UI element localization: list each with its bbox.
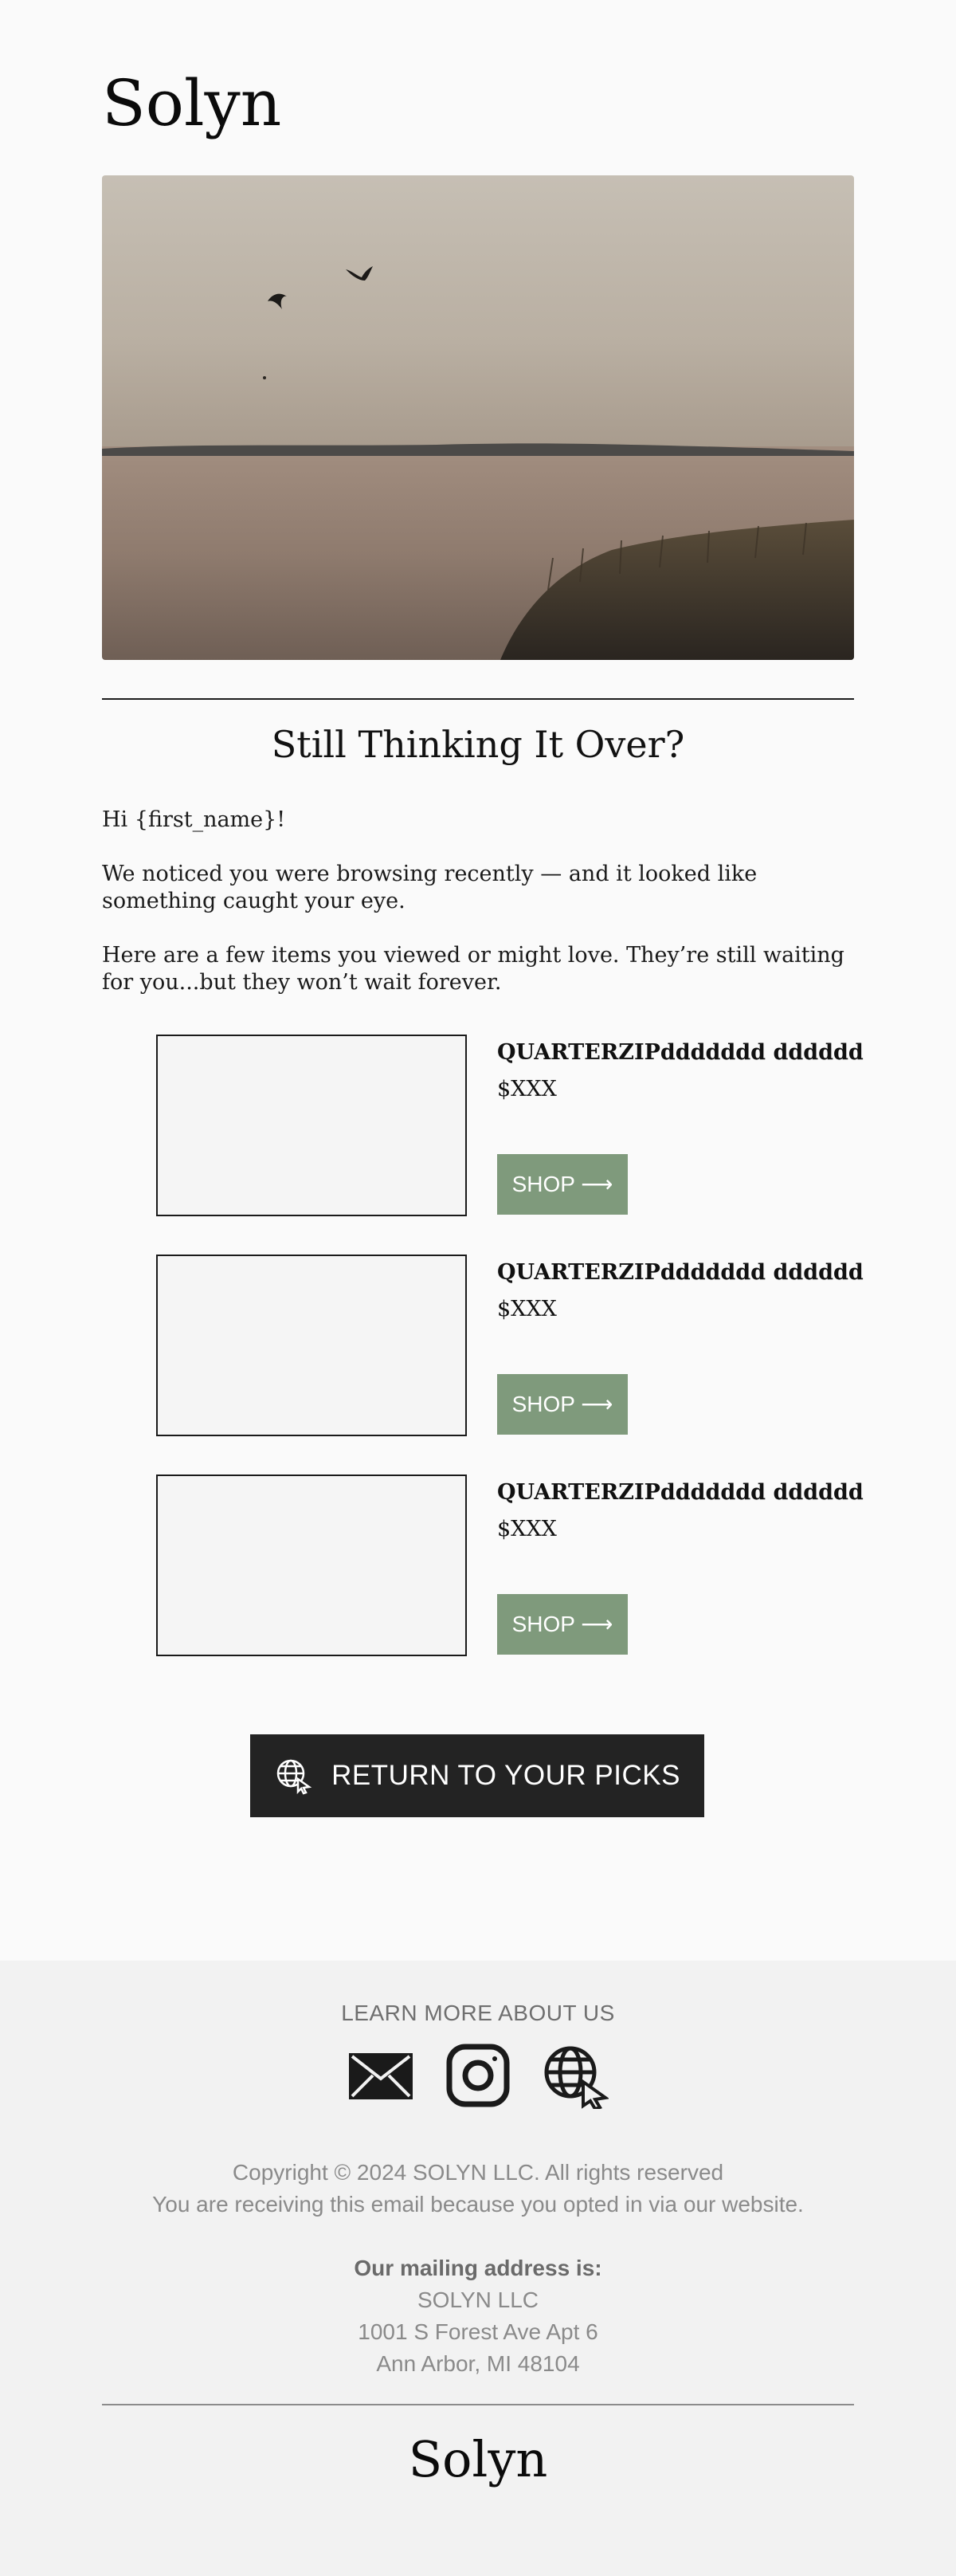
shop-button[interactable]: SHOP ⟶ [497,1374,628,1435]
product-name: QUARTERZIPddddddd dddddd [497,1480,864,1505]
shop-button[interactable]: SHOP ⟶ [497,1154,628,1215]
return-to-picks-label: RETURN TO YOUR PICKS [331,1760,680,1791]
product-image-placeholder[interactable] [156,1475,467,1656]
product-price: $XXX [497,1517,557,1541]
brand-logo[interactable]: Solyn [102,66,282,140]
product-price: $XXX [497,1297,557,1321]
return-to-picks-button[interactable] [250,1734,704,1817]
mailing-address-label: Our mailing address is: [354,2256,602,2280]
city-address: Ann Arbor, MI 48104 [376,2351,580,2376]
hero-image [102,175,854,660]
street-address: 1001 S Forest Ave Apt 6 [358,2319,598,2344]
intro-text: We noticed you were browsing recently — and it looked like something caught your eye. [102,862,758,913]
mail-icon[interactable] [347,2042,414,2109]
company-name: SOLYN LLC [417,2287,539,2312]
product-name: QUARTERZIPddddddd dddddd [497,1040,864,1065]
product-image-placeholder[interactable] [156,1035,467,1216]
globe-cursor-icon[interactable] [542,2042,609,2109]
instagram-icon[interactable] [445,2042,511,2109]
copyright-text: Copyright © 2024 SOLYN LLC. All rights reserved [232,2160,724,2185]
optin-text: You are receiving this email because you opted in via our website. [152,2192,804,2217]
product-price: $XXX [497,1077,557,1101]
footer-divider [102,2404,854,2405]
product-card [156,1035,864,1216]
body-text: Here are a few items you viewed or might love. They’re still waiting for you...but they won’t wait forever. [102,943,844,995]
social-links [0,2040,956,2111]
product-card [156,1255,864,1436]
footer [0,1961,956,2576]
product-name: QUARTERZIPddddddd dddddd [497,1260,864,1285]
divider [102,698,854,700]
globe-cursor-icon [274,1757,312,1795]
shop-button[interactable]: SHOP ⟶ [497,1594,628,1655]
learn-more-heading: LEARN MORE ABOUT US [341,2001,615,2025]
product-image-placeholder[interactable] [156,1255,467,1436]
greeting-text: Hi {first_name}! [102,807,286,832]
footer-brand-logo[interactable]: Solyn [408,2430,548,2488]
product-card [156,1475,864,1656]
email-headline: Still Thinking It Over? [271,723,685,766]
